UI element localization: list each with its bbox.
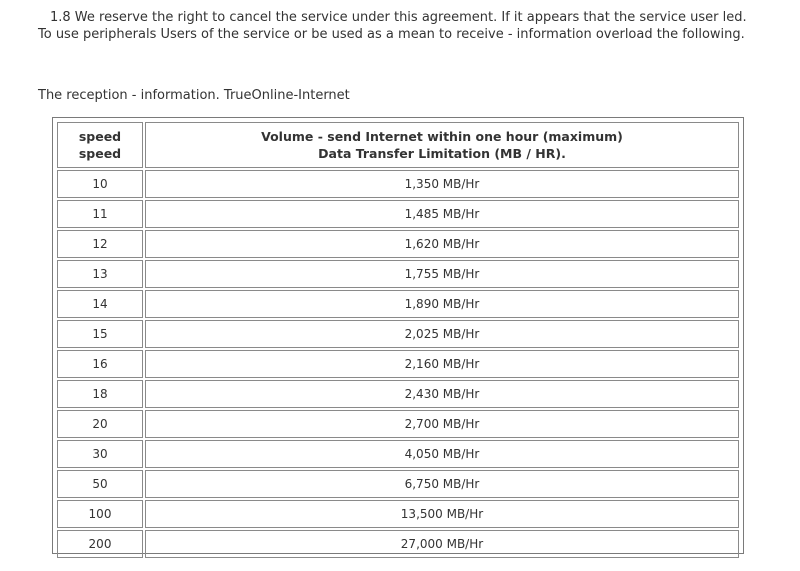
volume-cell: 2,160 MB/Hr xyxy=(145,350,739,378)
table-row xyxy=(57,470,739,498)
volume-header-line-1: Volume - send Internet within one hour (maximum) xyxy=(261,129,623,144)
table-row xyxy=(57,290,739,318)
speed-cell: 50 xyxy=(57,470,143,498)
table-row xyxy=(57,530,739,558)
speed-header-line-1: speed xyxy=(78,129,122,144)
speed-cell: 200 xyxy=(57,530,143,558)
table-header-row xyxy=(57,122,739,168)
speed-cell: 10 xyxy=(57,170,143,198)
volume-cell: 1,350 MB/Hr xyxy=(145,170,739,198)
volume-cell: 1,890 MB/Hr xyxy=(145,290,739,318)
table-row xyxy=(57,170,739,198)
volume-cell: 2,430 MB/Hr xyxy=(145,380,739,408)
table-row xyxy=(57,380,739,408)
volume-header-line-2: Data Transfer Limitation (MB / HR). xyxy=(318,146,566,161)
table-row xyxy=(57,350,739,378)
volume-cell: 1,485 MB/Hr xyxy=(145,200,739,228)
speed-limit-table xyxy=(55,120,741,560)
table-caption: The reception - information. TrueOnline-Internet xyxy=(38,88,350,103)
speed-header-line-2: speed xyxy=(78,146,122,161)
speed-cell: 30 xyxy=(57,440,143,468)
table-row xyxy=(57,200,739,228)
volume-column-header xyxy=(145,122,739,168)
table-row xyxy=(57,230,739,258)
table-row xyxy=(57,500,739,528)
volume-cell: 13,500 MB/Hr xyxy=(145,500,739,528)
speed-cell: 100 xyxy=(57,500,143,528)
agreement-paragraph: 1.8 We reserve the right to cancel the service under this agreement. If it appears that the service user led. To use peripherals Users of the service or be used as a mean to receive - information overload the following. xyxy=(38,10,747,42)
speed-limit-table-frame xyxy=(52,117,744,554)
speed-cell: 18 xyxy=(57,380,143,408)
volume-cell: 27,000 MB/Hr xyxy=(145,530,739,558)
table-row xyxy=(57,320,739,348)
speed-cell: 16 xyxy=(57,350,143,378)
speed-cell: 20 xyxy=(57,410,143,438)
volume-cell: 2,700 MB/Hr xyxy=(145,410,739,438)
table-row xyxy=(57,410,739,438)
speed-cell: 14 xyxy=(57,290,143,318)
volume-cell: 4,050 MB/Hr xyxy=(145,440,739,468)
volume-cell: 6,750 MB/Hr xyxy=(145,470,739,498)
speed-cell: 11 xyxy=(57,200,143,228)
volume-cell: 1,755 MB/Hr xyxy=(145,260,739,288)
volume-cell: 1,620 MB/Hr xyxy=(145,230,739,258)
speed-cell: 13 xyxy=(57,260,143,288)
volume-cell: 2,025 MB/Hr xyxy=(145,320,739,348)
speed-cell: 12 xyxy=(57,230,143,258)
table-row xyxy=(57,260,739,288)
speed-column-header xyxy=(57,122,143,168)
table-row xyxy=(57,440,739,468)
speed-cell: 15 xyxy=(57,320,143,348)
